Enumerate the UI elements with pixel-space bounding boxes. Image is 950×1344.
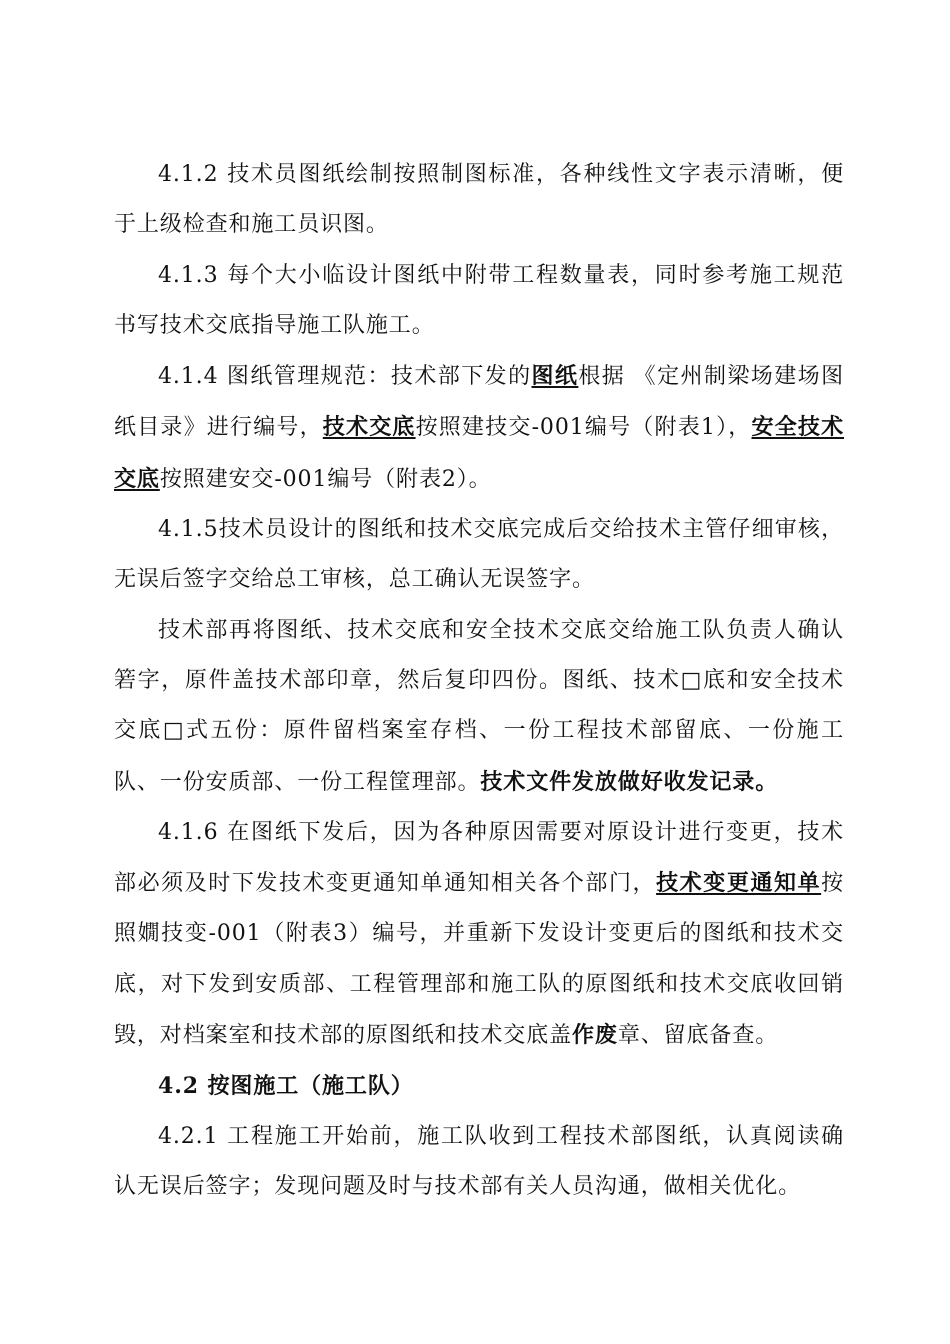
paragraph-distribution-text: 技术部再将图纸、技术交底和安全技术交底交给施工队负责人确认箬字，原件盖技术部印章，然后复印四份。图纸、技术□底和安全技术交底□式五份：原件留档案室存档、一份工程技术部留底、一份施工队、一份安质部、一份工程筐理部。 [114,617,844,795]
paragraph-4-1-6-text-a: 4.1.6 在图纸下发后，因为各种原因需要对原设计进行变更，技术部必须及时下发技术变更通知单通知相关各个部门， [114,819,844,897]
underlined-term-safety-disclosure: 安全技术交底 [114,414,844,492]
section-heading-4-2 [114,1061,844,1111]
underlined-term-drawings: 图纸 [531,363,579,390]
underlined-term-technical-disclosure: 技术交底 [322,414,416,441]
paragraph-4-1-2 [114,150,844,251]
paragraph-4-1-6 [114,808,844,1061]
paragraph-4-1-5-text: 4.1.5技术员设计的图纸和技术交底完成后交给技术主管仔细审核，无误后签字交给总工审核，总工确认无误签字。 [114,517,844,593]
document-body [114,150,844,1212]
paragraph-4-1-3 [114,251,844,352]
paragraph-4-1-5 [114,505,844,606]
bold-term-void: 作废 [572,1022,618,1049]
paragraph-4-1-6-text-b: 按照嫺技变-001（附表3）编号，并重新下发设计变更后的图纸和技术交底，对下发到安质部、工程管理部和施工队的原图纸和技术交底收回销毁，对档案室和技术部的原图纸和技术交底盖 [114,871,845,1049]
section-heading-4-2-text: 4.2 按图施工（施工队） [158,1073,414,1100]
paragraph-4-1-4-text-b: 根据 《定州制梁场建场图纸目录》进行编号， [114,364,844,441]
paragraph-4-1-4-text-a: 4.1.4 图纸管理规范：技术部下发的 [158,364,532,390]
paragraph-4-1-6-text-c: 章、留底备查。 [617,1023,779,1049]
paragraph-4-2-1-text: 4.2.1 工程施工开始前，施工队收到工程技术部图纸，认真阅读确认无误后签字；发现问题及时与技术部有关人员沟通，做相关优化。 [114,1123,844,1199]
paragraph-4-1-4 [114,351,844,505]
underlined-term-change-notice: 技术变更通知单 [656,870,822,897]
paragraph-4-1-4-text-d: 按照建安交-001编号（附表2）。 [159,466,492,492]
paragraph-4-1-3-text: 4.1.3 每个大小临设计图纸中附带工程数量表，同时参考施工规范书写技术交底指导施工队施工。 [114,262,844,338]
bold-record-note: 技术文件发放做好收发记录。 [480,768,779,795]
paragraph-4-1-2-text: 4.1.2 技术员图纸绘制按照制图标准，各种线性文字表示清晰，便于上级检查和施工员识图。 [114,162,844,238]
paragraph-distribution [114,606,844,808]
paragraph-4-1-4-text-c: 按照建技交-001编号（附表1）， [415,415,752,441]
paragraph-4-2-1 [114,1112,844,1213]
